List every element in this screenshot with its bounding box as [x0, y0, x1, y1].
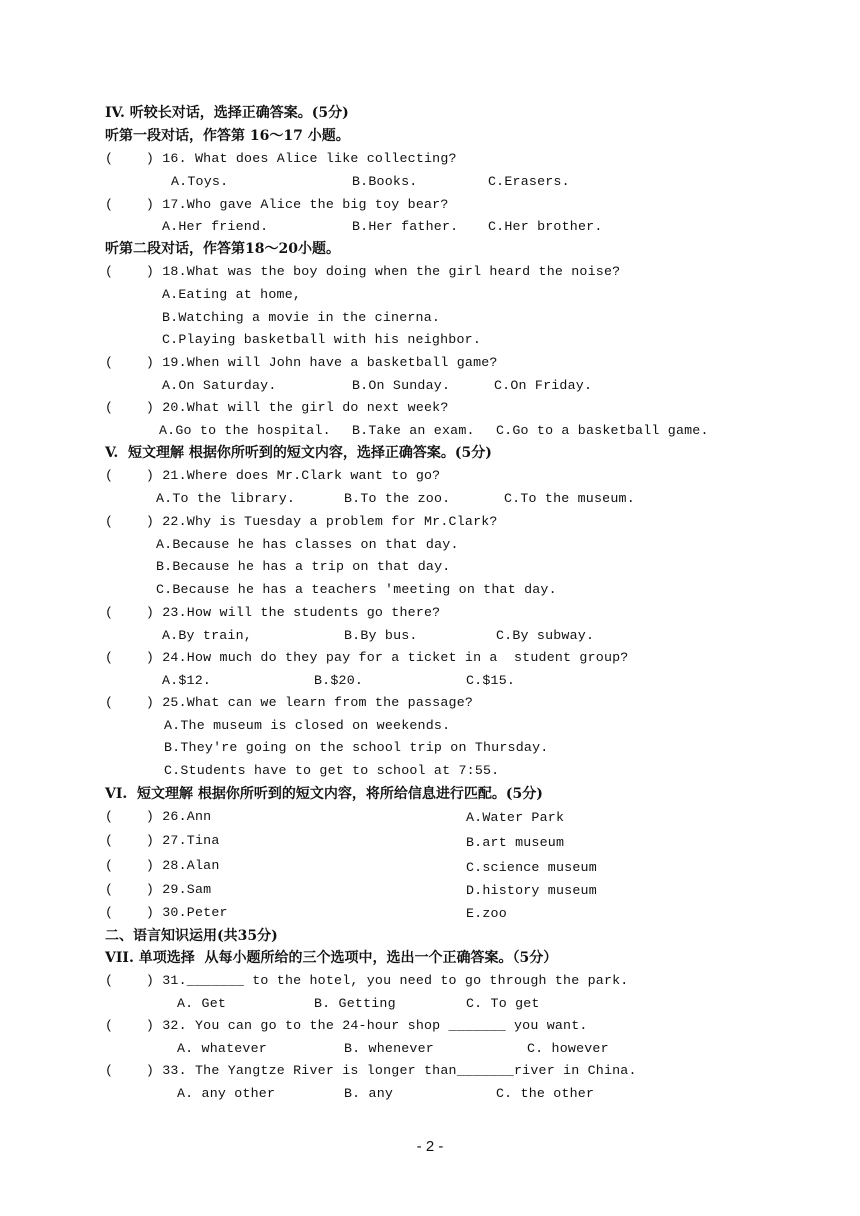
question-25-option-c[interactable]: C.Students have to get to school at 7:55. — [164, 763, 500, 778]
question-22-option-c[interactable]: C.Because he has a teachers 'meeting on that day. — [156, 582, 557, 597]
section-4-dialog-2-instruction: 听第二段对话，作答第18～20小题。 — [105, 241, 340, 257]
question-19-option-c[interactable]: C.On Friday. — [494, 378, 593, 393]
question-32-option-a[interactable]: A. whatever — [177, 1041, 267, 1056]
matching-item-27: ( ) 27.Tina — [105, 833, 220, 848]
question-23-stem: ( ) 23.How will the students go there? — [105, 605, 441, 620]
section-7-heading: VII. 单项选择 从每小题所给的三个选项中，选出一个正确答案。（5分） — [105, 950, 558, 966]
question-31-option-a[interactable]: A. Get — [177, 996, 227, 1011]
question-24-option-c[interactable]: C.$15. — [466, 673, 516, 688]
matching-option-a[interactable]: A.Water Park — [466, 810, 565, 825]
question-22-stem: ( ) 22.Why is Tuesday a problem for Mr.Clark? — [105, 514, 498, 529]
question-23-option-c[interactable]: C.By subway. — [496, 628, 595, 643]
matching-option-c[interactable]: C.science museum — [466, 860, 597, 875]
question-25-stem: ( ) 25.What can we learn from the passage? — [105, 695, 474, 710]
matching-item-28: ( ) 28.Alan — [105, 858, 220, 873]
question-18-option-a[interactable]: A.Eating at home, — [162, 287, 302, 302]
section-5-heading: V. 短文理解 根据你所听到的短文内容，选择正确答案。(5分) — [105, 445, 492, 461]
question-25-option-a[interactable]: A.The museum is closed on weekends. — [164, 718, 451, 733]
question-32-stem: ( ) 32. You can go to the 24-hour shop _______ you want. — [105, 1018, 588, 1033]
question-23-option-b[interactable]: B.By bus. — [344, 628, 418, 643]
matching-item-30: ( ) 30.Peter — [105, 905, 228, 920]
question-33-option-b[interactable]: B. any — [344, 1086, 394, 1101]
question-17-option-c[interactable]: C.Her brother. — [488, 219, 603, 234]
question-20-option-c[interactable]: C.Go to a basketball game. — [496, 423, 709, 438]
question-24-stem: ( ) 24.How much do they pay for a ticket in a student group? — [105, 650, 629, 665]
matching-option-e[interactable]: E.zoo — [466, 906, 507, 921]
question-23-option-a[interactable]: A.By train, — [162, 628, 252, 643]
question-24-option-b[interactable]: B.$20. — [314, 673, 364, 688]
section-4-dialog-1-instruction: 听第一段对话，作答第 16～17 小题。 — [105, 128, 350, 144]
question-17-stem: ( ) 17.Who gave Alice the big toy bear? — [105, 197, 449, 212]
question-17-option-b[interactable]: B.Her father. — [352, 219, 459, 234]
question-21-option-c[interactable]: C.To the museum. — [504, 491, 635, 506]
question-31-option-b[interactable]: B. Getting — [314, 996, 396, 1011]
question-25-option-b[interactable]: B.They're going on the school trip on Thursday. — [164, 740, 549, 755]
question-33-option-c[interactable]: C. the other — [496, 1086, 595, 1101]
question-16-stem: ( ) 16. What does Alice like collecting? — [105, 151, 457, 166]
question-18-option-c[interactable]: C.Playing basketball with his neighbor. — [162, 332, 481, 347]
question-22-option-b[interactable]: B.Because he has a trip on that day. — [156, 559, 451, 574]
question-18-stem: ( ) 18.What was the boy doing when the girl heard the noise? — [105, 264, 621, 279]
part-2-heading: 二、语言知识运用(共35分) — [105, 928, 278, 944]
question-24-option-a[interactable]: A.$12. — [162, 673, 212, 688]
question-16-option-c[interactable]: C.Erasers. — [488, 174, 570, 189]
question-21-option-b[interactable]: B.To the zoo. — [344, 491, 451, 506]
question-20-option-b[interactable]: B.Take an exam. — [352, 423, 475, 438]
question-22-option-a[interactable]: A.Because he has classes on that day. — [156, 537, 459, 552]
question-33-stem: ( ) 33. The Yangtze River is longer than_______river in China. — [105, 1063, 637, 1078]
question-33-option-a[interactable]: A. any other — [177, 1086, 276, 1101]
section-6-heading: VI. 短文理解 根据你所听到的短文内容，将所给信息进行匹配。(5分) — [105, 786, 543, 802]
question-20-stem: ( ) 20.What will the girl do next week? — [105, 400, 449, 415]
question-20-option-a[interactable]: A.Go to the hospital. — [159, 423, 331, 438]
question-19-stem: ( ) 19.When will John have a basketball game? — [105, 355, 498, 370]
question-21-stem: ( ) 21.Where does Mr.Clark want to go? — [105, 468, 441, 483]
question-21-option-a[interactable]: A.To the library. — [156, 491, 296, 506]
question-17-option-a[interactable]: A.Her friend. — [162, 219, 269, 234]
page-number: - 2 - — [416, 1138, 444, 1155]
question-18-option-b[interactable]: B.Watching a movie in the cinerna. — [162, 310, 441, 325]
question-32-option-b[interactable]: B. whenever — [344, 1041, 434, 1056]
question-16-option-b[interactable]: B.Books. — [352, 174, 418, 189]
question-19-option-b[interactable]: B.On Sunday. — [352, 378, 451, 393]
question-16-option-a[interactable]: A.Toys. — [171, 174, 229, 189]
question-31-stem: ( ) 31._______ to the hotel, you need to go through the park. — [105, 973, 629, 988]
question-19-option-a[interactable]: A.On Saturday. — [162, 378, 277, 393]
question-32-option-c[interactable]: C. however — [527, 1041, 609, 1056]
matching-item-29: ( ) 29.Sam — [105, 882, 212, 897]
matching-option-d[interactable]: D.history museum — [466, 883, 597, 898]
matching-option-b[interactable]: B.art museum — [466, 835, 565, 850]
matching-item-26: ( ) 26.Ann — [105, 809, 212, 824]
section-4-heading: IV. 听较长对话，选择正确答案。(5分) — [105, 105, 349, 121]
question-31-option-c[interactable]: C. To get — [466, 996, 540, 1011]
